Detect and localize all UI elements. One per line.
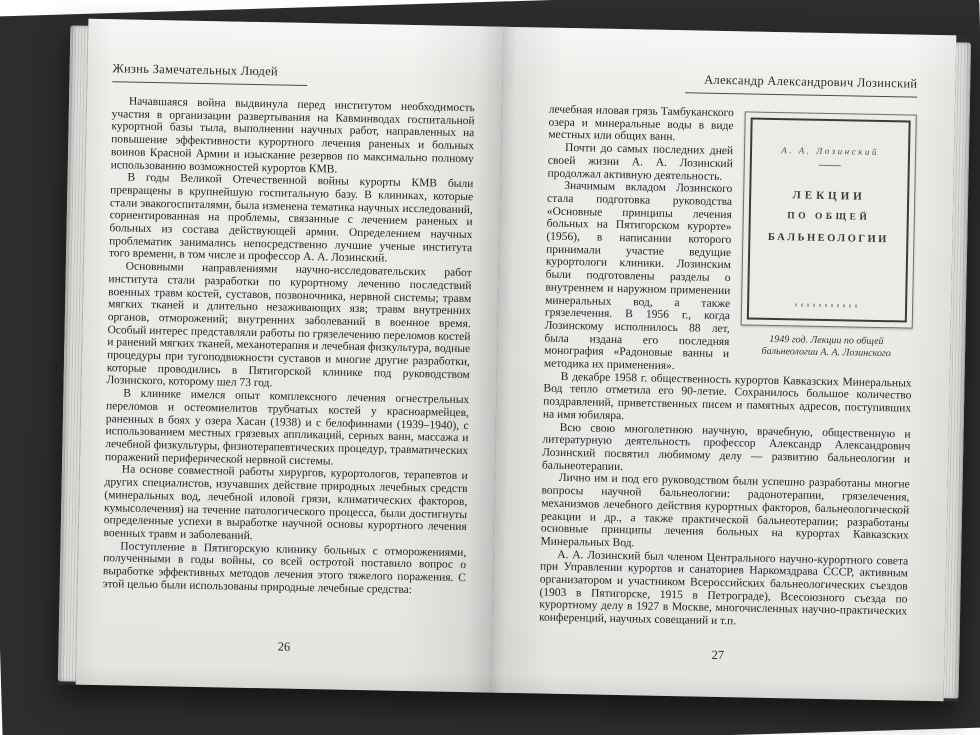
- cover-title-line: ЛЕКЦИИ: [792, 189, 866, 203]
- cover-title-line: БАЛЬНЕОЛОГИИ: [767, 231, 889, 246]
- left-page-number: 26: [277, 639, 291, 654]
- body-paragraph: лечебная иловая грязь Тамбуканского озера и минеральные воды в виде местных или общих ванн.: [548, 103, 734, 144]
- cover-frame: [747, 117, 911, 322]
- right-running-header: Александр Александрович Лозинский: [685, 72, 917, 97]
- left-page-body: [102, 95, 474, 597]
- left-running-header: Жизнь Замечательных Людей: [112, 61, 307, 86]
- body-paragraph: А. А. Лозинский был членом Центрального научно-курортного совета при Управлении курортов и санаториев Наркомздрава СССР, активным организатором и участником Всероссийских бальнеологических съездов (1903 в Пятигорске, 1915 в Петрограде), Всесоюзного съезда по курортному делу в 1927 в Москве, многочисленных научно-практических конференций, научных совещаний и т.п.: [538, 548, 909, 628]
- cover-title: [768, 189, 890, 247]
- figure-caption: 1949 год. Лекции по общей бальнеологии А. А. Лозинского: [761, 333, 891, 360]
- book-cover-figure: [740, 111, 917, 360]
- body-paragraph: Основными направлениями научно-исследовательских работ института стали разработки по курортному лечению последствий военных травм костей, суставов, позвоночника, нервной системы; травм мягких тканей и длительно незаживающих язв; травм внутренних органов, отморожений; внутренних заболеваний в военное время. Особый интерес представляли работы по грязелечению переломов костей и ранений мягких тканей, механотерапия и лечебная физкультура, водные процедуры при тугоподвижности суставов и многие другие разработки, которые проводились в Пятигорской клинике под руководством Лозинского, которому шел 73 год.: [106, 260, 472, 390]
- cover-title-line: ПО ОБЩЕЙ: [787, 211, 871, 224]
- body-paragraph: Всю свою многолетнюю научную, врачебную, общественную и литературную деятельность профессор Александр Александрович Лозинский посвятил любимому делу — развитию бальнеологии и бальнеотерапии.: [541, 421, 911, 473]
- cover-imprint-illegible: [795, 303, 859, 307]
- right-page: [491, 27, 957, 702]
- body-paragraph: В декабре 1958 г. общественность курортов Кавказских Минеральных Вод тепло отметила его 90-летие. Сохранилось большое количество поздравлений, приветственных писем и памятных адресов, поступивших на имя юбиляра.: [542, 370, 912, 422]
- right-page-number: 27: [711, 647, 725, 663]
- body-paragraph: Значимым вкладом Лозинского стала подготовка руководства «Основные принципы лечения больных на Пятигорском курорте» (1956), в написании которого принимали участие ведущие курортологи клиники. Лозинским были подготовлены разделы о внутреннем и наружном применении минеральных вод, а также грязелечения. В 1956 г., когда Лозинскому исполнилось 88 лет, была издана его последняя монография «Радоновые ванны и методика их применения».: [543, 180, 733, 373]
- body-paragraph: В клинике имелся опыт комплексного лечения огнестрельных переломов и остеомиелитов трубчатых костей у красноармейцев, раненных в боях у озера Хасан (1938) и с белофиннами (1939–1940), с использованием местных грязевых аппликаций, серных ванн, массажа и лечебной физкультуры, физиотерапевтических процедур, травматических поражений периферической нервной системы.: [104, 387, 470, 468]
- body-paragraph: Начавшаяся война выдвинула перед институтом необходимость участия в организации развертывания на Кавминводах госпитальной курортной базы тыла, выполнении научных работ, направленных на повышение эффективности курортного лечения раненых и больных воинов Красной Армии и изыскание резервов по максимально полному использованию возможностей курортов КМВ.: [110, 95, 475, 176]
- left-page: [76, 19, 504, 693]
- open-book-spread: [58, 18, 972, 701]
- right-page-body: [539, 104, 917, 632]
- body-paragraph: Поступление в Пятигорскую клинику больных с отморожениями, полученными в годы войны, со всей остротой поставило вопрос о выработке эффективных методов лечения этого тяжелого поражения. С этой целью были использованы природные лечебные средства:: [102, 540, 467, 596]
- cover-photo: [741, 111, 917, 328]
- body-paragraph: Почти до самых последних дней своей жизни А. А. Лозинский продолжал активную деятельность.: [547, 142, 734, 183]
- body-paragraph: В годы Великой Отечественной войны курорты КМВ были превращены в крупнейшую госпитальную базу. В клиниках, которые стали эвакогоспиталями, была изменена тематика научных исследований, сориентированная на проблемы, связанные с лечением раненых и больных из состава действующей армии. Определением научных проблематик занимались непосредственно лучшие ученые института того времени, в том числе и профессор А. А. Лозинский.: [108, 171, 474, 265]
- cover-ornament: [819, 165, 841, 166]
- cover-author-script: А. А. Лозинский: [781, 145, 879, 157]
- body-paragraph: Лично им и под его руководством были успешно разработаны многие вопросы научной бальнеологии: радонотерапии, грязелечения, механизмов лечебного действия курортных факторов, бальнеологической реакции и др., а также практической бальнеотерапии; разработаны основные принципы лечения больных на курортах Кавказских Минеральных Вод.: [540, 472, 910, 550]
- body-paragraph: На основе совместной работы хирургов, курортологов, терапевтов и других специалистов, изучавших действие природных лечебных средств (минеральных вод, лечебной иловой грязи, климатических факторов, кумысолечения) на течение патологического процесса, были достигнуты определенные успехи в выработке научной основы курортного лечения военных травм и заболеваний.: [103, 463, 468, 542]
